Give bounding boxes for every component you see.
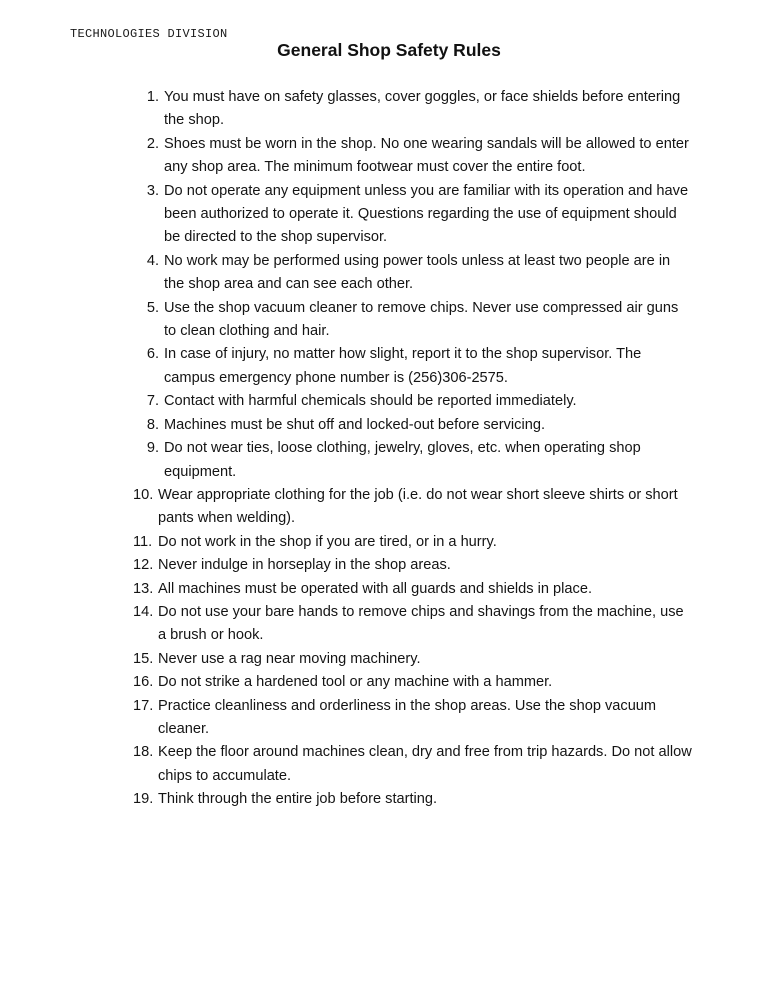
rule-text: Think through the entire job before starting.	[158, 791, 438, 808]
rule-item-5	[133, 297, 693, 344]
rule-text: You must have on safety glasses, cover goggles, or face shields before entering the shop.	[164, 89, 681, 129]
rule-text: In case of injury, no matter how slight, report it to the shop supervisor. The campus emergency phone number is (256)306-2575.	[164, 346, 642, 386]
rule-item-13	[133, 578, 693, 601]
rule-item-3	[133, 180, 693, 250]
rule-item-19	[133, 788, 693, 811]
rule-item-15	[133, 648, 693, 671]
rule-text: Do not wear ties, loose clothing, jewelry, gloves, etc. when operating shop equipment.	[164, 440, 641, 480]
rule-number: 4.	[146, 252, 159, 269]
rule-text: Never use a rag near moving machinery.	[158, 650, 421, 667]
rule-number: 6.	[146, 346, 159, 363]
page-title: General Shop Safety Rules	[277, 40, 501, 60]
rule-item-14	[133, 601, 693, 648]
rule-number: 3.	[146, 182, 159, 199]
rule-number: 19.	[133, 791, 154, 808]
rule-number: 15.	[133, 650, 154, 667]
rule-item-2	[133, 133, 693, 180]
rule-item-12	[133, 554, 693, 577]
rule-text: Do not strike a hardened tool or any machine with a hammer.	[158, 674, 553, 691]
rule-number: 16.	[133, 674, 154, 691]
rule-item-9	[133, 437, 693, 484]
rule-item-16	[133, 671, 693, 694]
rule-number: 5.	[146, 299, 159, 316]
rule-text: Practice cleanliness and orderliness in the shop areas. Use the shop vacuum cleaner.	[158, 697, 657, 737]
rule-number: 18.	[133, 744, 154, 761]
rule-number: 17.	[133, 697, 154, 714]
rule-item-1	[133, 86, 693, 133]
rule-text: Keep the floor around machines clean, dry and free from trip hazards. Do not allow chips to accumulate.	[158, 744, 692, 784]
rule-text: Do not use your bare hands to remove chips and shavings from the machine, use a brush or hook.	[158, 603, 684, 644]
rule-item-7	[133, 390, 693, 413]
rule-item-8	[133, 414, 693, 437]
rule-item-18	[133, 741, 693, 788]
rule-number: 7.	[146, 393, 159, 410]
rule-number: 9.	[146, 440, 159, 457]
rule-number: 14.	[133, 603, 154, 620]
rule-number: 11.	[133, 533, 153, 550]
rule-item-10	[133, 484, 693, 531]
rule-number: 10.	[133, 486, 154, 503]
rule-text: Never indulge in horseplay in the shop areas.	[158, 557, 451, 574]
rule-text: Use the shop vacuum cleaner to remove chips. Never use compressed air guns to clean clothing and hair.	[164, 299, 679, 340]
rule-text: No work may be performed using power tools unless at least two people are in the shop area and can see each other.	[164, 252, 671, 293]
rule-number: 12.	[133, 557, 154, 574]
rule-text: Do not work in the shop if you are tired, or in a hurry.	[158, 533, 497, 550]
rule-item-17	[133, 695, 693, 742]
rule-number: 8.	[146, 416, 159, 433]
rule-number: 2.	[146, 135, 159, 152]
rule-item-11	[133, 531, 693, 554]
rule-text: All machines must be operated with all guards and shields in place.	[158, 580, 593, 597]
rule-item-4	[133, 250, 693, 297]
rule-number: 1.	[146, 89, 159, 105]
rule-item-6	[133, 343, 693, 390]
rule-text: Contact with harmful chemicals should be reported immediately.	[164, 393, 577, 410]
division-label: TECHNOLOGIES DIVISION	[70, 27, 228, 41]
rule-text: Wear appropriate clothing for the job (i.e. do not wear short sleeve shirts or short pants when welding).	[158, 486, 678, 527]
rule-text: Shoes must be worn in the shop. No one wearing sandals will be allowed to enter any shop area. The minimum footwear must cover the entire foot.	[164, 135, 689, 176]
safety-rules-list	[133, 86, 693, 812]
rule-number: 13.	[133, 580, 154, 597]
rule-text: Do not operate any equipment unless you are familiar with its operation and have been authorized to operate it. Questions regarding the use of equipment should be directed to the shop supervisor.	[164, 182, 689, 246]
rule-text: Machines must be shut off and locked-out before servicing.	[164, 416, 545, 433]
